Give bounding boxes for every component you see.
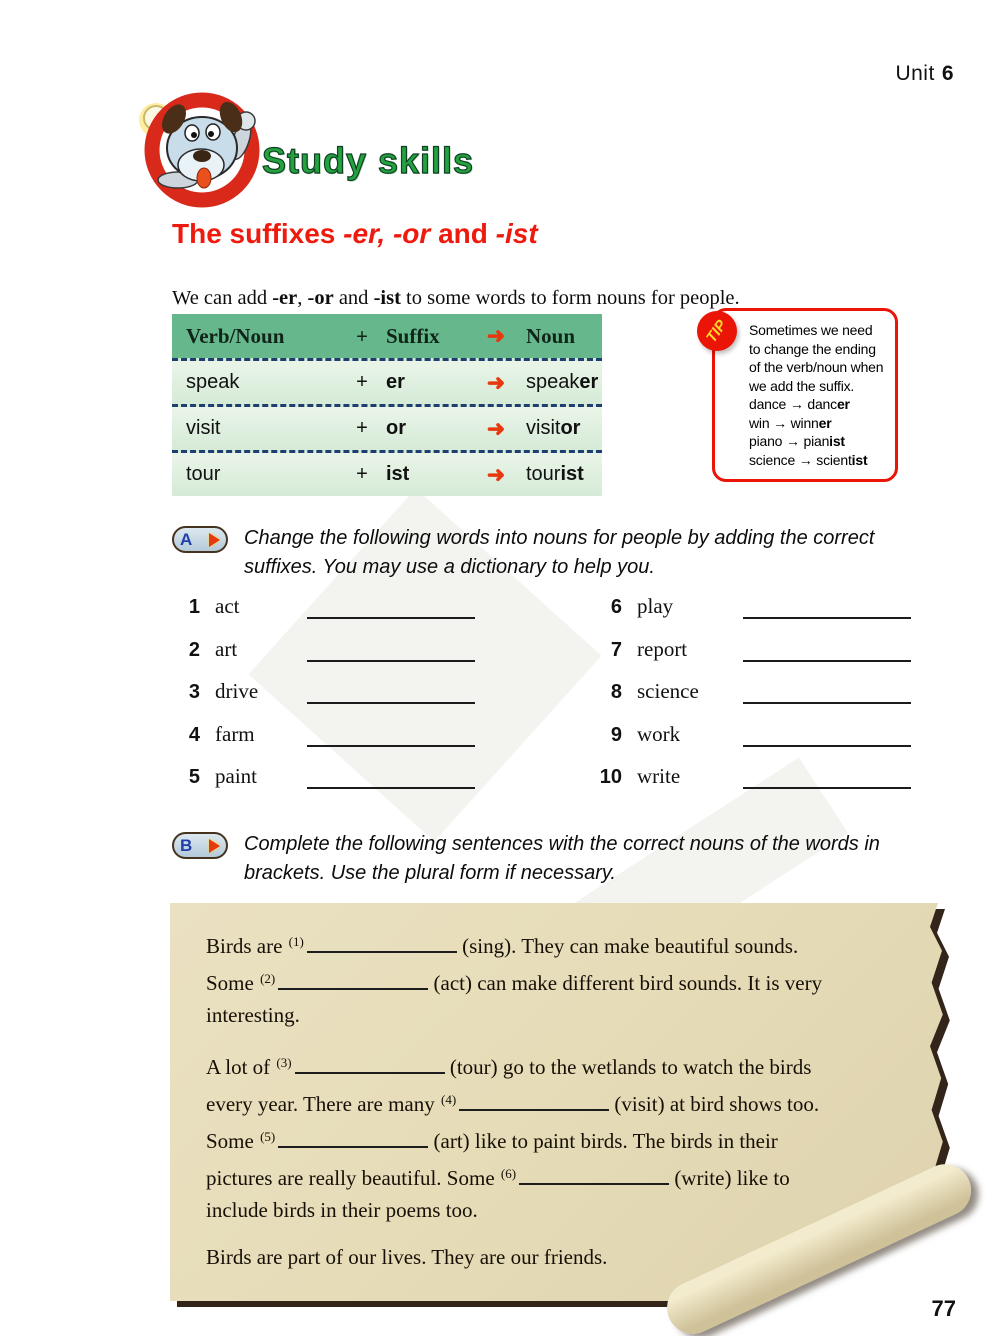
answer-blank-b1[interactable]: [307, 943, 457, 953]
intro-text: We can add: [172, 286, 273, 309]
list-item: [592, 592, 911, 619]
table-suffix: or: [386, 417, 406, 439]
item-word: work: [637, 721, 681, 746]
tip-result-suffix: er: [836, 396, 850, 412]
exercise-b-button[interactable]: [172, 832, 228, 859]
table-word: visit: [186, 417, 221, 439]
blank-number: (3): [276, 1055, 292, 1070]
list-item: [170, 592, 475, 619]
answer-blank-b3[interactable]: [295, 1064, 445, 1074]
passage-text-run: Some: [206, 1129, 260, 1153]
answer-blank-8[interactable]: [743, 680, 911, 704]
arrow-icon: ➜: [486, 461, 506, 487]
noun-stem: tour: [526, 463, 561, 485]
passage-text-run: (write) like to: [669, 1166, 790, 1190]
intro-text: and: [333, 286, 374, 309]
header-verb-noun: Verb/Noun: [186, 323, 285, 348]
table-word: tour: [186, 463, 221, 485]
table-noun: [522, 371, 602, 394]
tip-result-suffix: ist: [851, 451, 868, 468]
blank-number: (5): [260, 1129, 276, 1144]
passage-paragraph-1: [206, 923, 890, 1034]
passage-text-run: (art) like to paint birds. The birds in their: [428, 1129, 778, 1153]
item-word: paint: [215, 764, 257, 788]
answer-blank-2[interactable]: [307, 638, 475, 662]
passage-text-run: pictures are really beautiful. Some: [206, 1166, 500, 1190]
intro-text: ,: [297, 286, 308, 309]
unit-tag: [895, 62, 954, 86]
answer-blank-4[interactable]: [307, 723, 475, 747]
list-item: [170, 677, 475, 704]
passage-text-run: A lot of: [206, 1055, 276, 1079]
lesson-title-and: and: [430, 218, 496, 249]
arrow-icon: ➜: [486, 323, 506, 348]
passage-text-run: Some: [206, 971, 260, 995]
intro-suffix-or: -or: [307, 286, 334, 309]
arrow-icon: →: [785, 433, 800, 449]
answer-blank-b4[interactable]: [459, 1101, 609, 1111]
table-noun: [522, 463, 602, 486]
table-plus: +: [356, 463, 368, 485]
header-noun: Noun: [526, 323, 576, 348]
answer-blank-7[interactable]: [743, 638, 911, 662]
exercise-a-list-right: [592, 592, 911, 805]
tip-result-stem: winn: [790, 414, 819, 431]
answer-blank-6[interactable]: [743, 595, 911, 619]
passage-line: [206, 1192, 890, 1229]
tip-badge: [697, 311, 737, 351]
dog-mascot-icon: [122, 88, 272, 208]
passage-line: [206, 1118, 890, 1155]
item-number: 4: [188, 723, 200, 746]
lesson-title-ist: -ist: [495, 218, 538, 249]
table-noun: [522, 417, 602, 440]
item-word: play: [637, 594, 674, 618]
header-suffix: Suffix: [386, 323, 440, 348]
table-suffix: er: [386, 371, 405, 393]
item-number: 3: [188, 681, 200, 703]
passage-text-run: (visit) at bird shows too.: [609, 1092, 820, 1116]
tip-text: Sometimes we need to change the ending of the verb/noun when we add the suffix.: [749, 322, 884, 394]
exercise-a-instructions: [172, 524, 917, 582]
item-number: 7: [610, 638, 622, 661]
tip-word: piano: [749, 433, 783, 449]
table-plus: +: [356, 371, 368, 393]
answer-blank-b5[interactable]: [278, 1138, 428, 1148]
passage-line: [206, 997, 890, 1034]
exercise-a-button[interactable]: [172, 526, 228, 553]
study-skills-logo: [122, 88, 272, 208]
item-word: report: [637, 636, 688, 661]
tip-result-stem: danc: [807, 396, 837, 412]
arrow-icon: →: [798, 451, 813, 468]
answer-blank-b6[interactable]: [519, 1175, 669, 1185]
passage-text-run: include birds in their poems too.: [206, 1198, 478, 1222]
item-number: 9: [610, 723, 622, 746]
table-header-row: [172, 314, 602, 358]
arrow-icon: →: [789, 396, 804, 412]
table-word: speak: [186, 371, 240, 393]
noun-suffix: or: [560, 417, 581, 439]
passage-line: [206, 1155, 890, 1192]
tip-example: [749, 451, 887, 470]
passage-parchment: [170, 903, 970, 1301]
item-word: farm: [215, 721, 255, 746]
exercise-a-list-left: [170, 592, 475, 805]
unit-label: Unit: [895, 62, 935, 85]
answer-blank-3[interactable]: [307, 680, 475, 704]
tip-result-stem: scient: [816, 451, 852, 468]
tip-example: [749, 414, 887, 433]
table-suffix: ist: [386, 463, 410, 485]
tip-word: dance: [749, 396, 787, 412]
noun-suffix: er: [579, 371, 599, 393]
passage-text-run: (act) can make different bird sounds. It is very: [428, 971, 823, 995]
page-number: 77: [931, 1296, 956, 1321]
arrow-icon: →: [773, 414, 787, 431]
blank-number: (4): [440, 1092, 457, 1107]
item-number: 5: [188, 766, 200, 788]
tip-label: TIP: [703, 316, 731, 346]
tip-example: [749, 395, 887, 414]
arrow-icon: ➜: [486, 415, 506, 441]
passage-line: [206, 1044, 890, 1081]
item-number: 2: [188, 638, 200, 661]
exercise-a-letter: A: [180, 530, 193, 549]
noun-stem: speak: [526, 371, 580, 393]
passage-text-run: (tour) go to the wetlands to watch the birds: [444, 1055, 812, 1079]
header-plus: +: [356, 323, 368, 348]
table-plus: +: [356, 417, 368, 439]
passage-text-run: interesting.: [206, 1003, 300, 1027]
item-number: 8: [610, 681, 622, 703]
tip-word: win: [749, 414, 770, 431]
play-icon: [209, 533, 220, 547]
table-row: [172, 358, 602, 404]
tip-result-suffix: er: [818, 414, 832, 431]
passage-paragraph-2: [206, 1044, 890, 1229]
arrow-icon: ➜: [486, 369, 506, 395]
tip-result-suffix: ist: [829, 433, 845, 449]
suffix-rule-table: [172, 314, 602, 496]
list-item: [170, 635, 475, 662]
item-word: science: [637, 679, 699, 703]
list-item: [170, 720, 475, 747]
noun-suffix: ist: [560, 463, 584, 485]
blank-number: (6): [500, 1166, 517, 1181]
list-item: [592, 720, 911, 747]
item-number: 10: [599, 766, 622, 788]
passage-text-run: every year. There are many: [206, 1092, 440, 1116]
exercise-b-letter: B: [180, 836, 193, 855]
exercise-a-instruction-text: Change the following words into nouns for people by adding the correct suffixes. You may use a dictionary to help you.: [244, 527, 875, 578]
answer-blank-b2[interactable]: [278, 980, 428, 990]
noun-stem: visit: [526, 417, 561, 439]
tip-result-stem: pian: [803, 433, 830, 449]
blank-number: (2): [260, 971, 276, 986]
table-row: [172, 450, 602, 496]
intro-suffix-er: -er: [272, 286, 298, 309]
tip-box: [703, 308, 898, 482]
item-word: write: [637, 764, 681, 788]
item-word: art: [215, 636, 238, 661]
list-item: [592, 762, 911, 789]
passage-text-run: (sing). They can make beautiful sounds.: [456, 934, 799, 958]
item-number: 1: [188, 596, 200, 618]
intro-text: to some words to form nouns for people.: [400, 286, 740, 309]
passage-text-run: Birds are part of our lives. They are our friends.: [206, 1245, 608, 1269]
tip-example: [749, 432, 887, 451]
passage-line: [206, 923, 890, 960]
passage-text-run: Birds are: [206, 934, 288, 958]
passage-line: [206, 1081, 890, 1118]
unit-number: 6: [941, 62, 954, 85]
answer-blank-5[interactable]: [307, 765, 475, 789]
table-row: [172, 404, 602, 450]
item-word: act: [215, 594, 240, 618]
answer-blank-10[interactable]: [743, 765, 911, 789]
exercise-b-instructions: [172, 830, 922, 888]
answer-blank-1[interactable]: [307, 595, 475, 619]
lesson-title-suffixes: -er, -or: [343, 218, 431, 249]
play-icon: [209, 839, 220, 853]
answer-blank-9[interactable]: [743, 723, 911, 747]
lesson-title: [172, 218, 538, 250]
list-item: [170, 762, 475, 789]
item-number: 6: [610, 596, 622, 618]
intro-suffix-ist: -ist: [373, 286, 401, 309]
list-item: [592, 635, 911, 662]
blank-number: (1): [288, 934, 304, 949]
lesson-title-text: The suffixes: [172, 218, 344, 249]
passage-line: [206, 960, 890, 997]
item-word: drive: [215, 679, 259, 703]
intro-sentence: [172, 287, 740, 310]
page-title: Study skills: [262, 140, 475, 181]
list-item: [592, 677, 911, 704]
tip-word: science: [749, 451, 796, 468]
exercise-b-instruction-text: Complete the following sentences with the correct nouns of the words in brackets. Use the plural form if necessary.: [244, 833, 880, 884]
